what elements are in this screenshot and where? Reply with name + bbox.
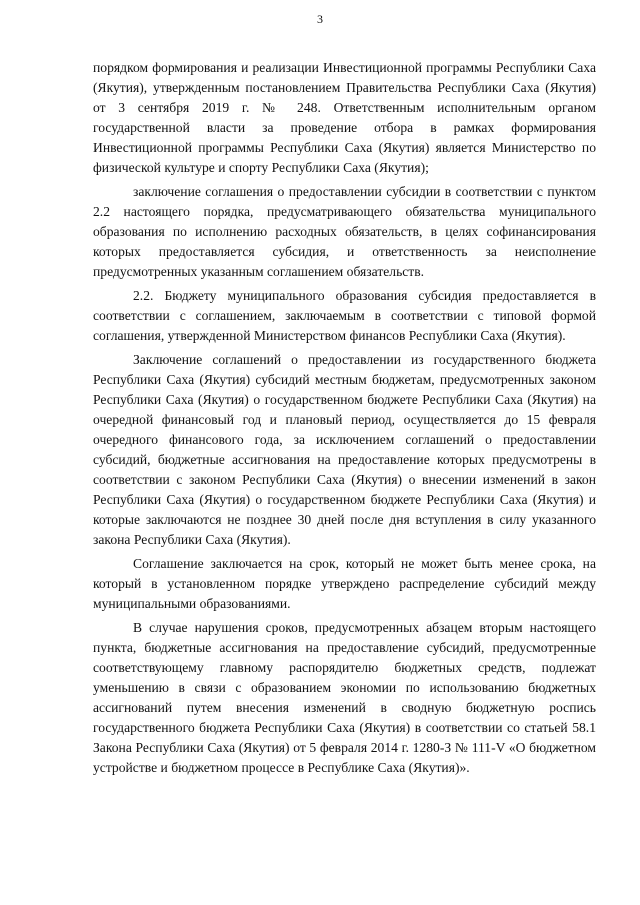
paragraph-6: В случае нарушения сроков, предусмотренных абзацем вторым настоящего пункта, бюджетные ассигнования на предоставление субсидий, предусмотренные соответствующему главному распорядителю бюджетных средств, подлежат уменьшению в связи с образованием экономии по использованию бюджетных ассигнований путем внесения изменений в сводную бюджетную роспись государственного бюджета Республики Саха (Якутия) в соответствии со статьей 58.1 Закона Республики Саха (Якутия) от 5 февраля 2014 г. 1280-З № 111-V «О бюджетном устройстве и бюджетном процессе в Республике Саха (Якутия)». <box>93 620 596 775</box>
document-body <box>93 58 596 782</box>
paragraph-3: 2.2. Бюджету муниципального образования субсидия предоставляется в соответствии с соглашением, заключаемым в соответствии с типовой формой соглашения, утвержденной Министерством финансов Республики Саха (Якутия). <box>93 288 596 343</box>
paragraph-2: заключение соглашения о предоставлении субсидии в соответствии с пунктом 2.2 настоящего порядка, предусматривающего обязательства муниципального образования по исполнению расходных обязательств, в целях софинансирования которых предоставляется субсидия, и ответственность за неисполнение предусмотренных указанным соглашением обязательств. <box>93 184 596 279</box>
paragraph-5: Соглашение заключается на срок, который не может быть менее срока, на который в установленном порядке утверждено распределение субсидий между муниципальными образованиями. <box>93 556 596 611</box>
page-number: 3 <box>317 12 323 26</box>
paragraph-1: порядком формирования и реализации Инвестиционной программы Республики Саха (Якутия), утвержденным постановлением Правительства Республики Саха (Якутия) от 3 сентября 2019 г. № 248. Ответственным исполнительным органом государственной власти за проведение отбора в рамках формирования Инвестиционной программы Республики Саха (Якутия) является Министерство по физической культуре и спорту Республики Саха (Якутия); <box>93 60 596 175</box>
paragraph-4: Заключение соглашений о предоставлении из государственного бюджета Республики Саха (Якутия) субсидий местным бюджетам, предусмотренных законом Республики Саха (Якутия) о государственном бюджете Республики Саха (Якутия) на очередной финансовый год и плановый период, осуществляется до 15 февраля очередного финансового года, за исключением соглашений о предоставлении субсидий, бюджетные ассигнования на предоставление которых предусмотрены в соответствии с законом Республики Саха (Якутия) о внесении изменений в закон Республики Саха (Якутия) о государственном бюджете Республики Саха (Якутия) и которые заключаются не позднее 30 дней после дня вступления в силу указанного закона Республики Саха (Якутия). <box>93 352 596 547</box>
